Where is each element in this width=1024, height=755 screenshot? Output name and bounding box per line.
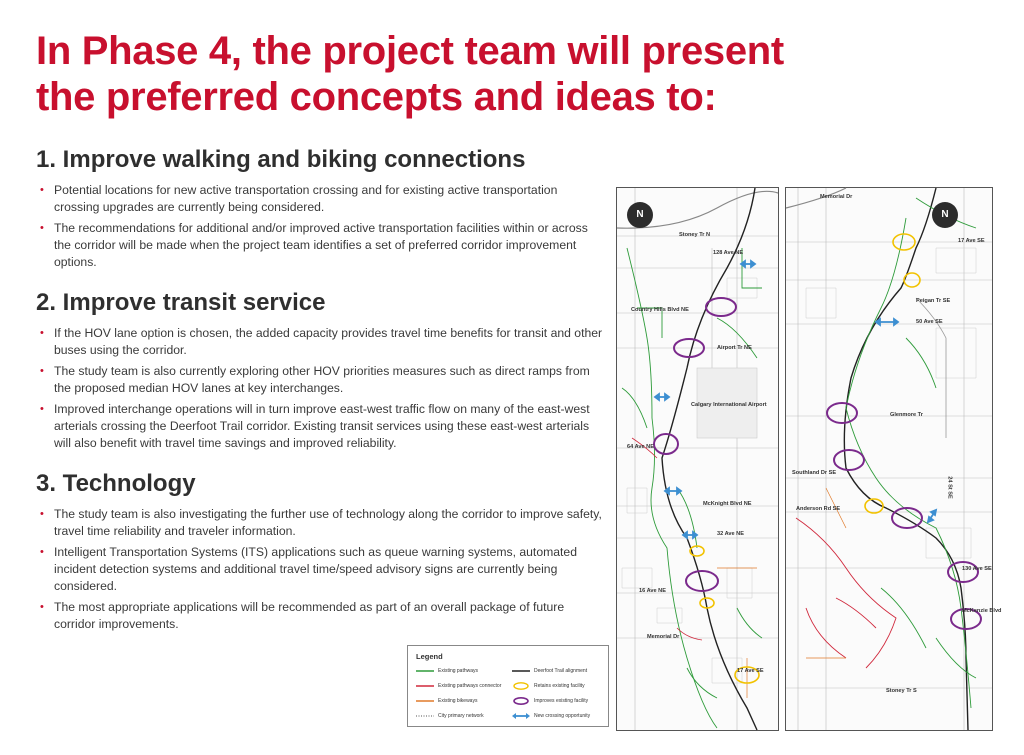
map-label: Peigan Tr SE: [916, 298, 951, 304]
legend-item-existing-pathways: [416, 666, 512, 676]
improve-facility-markers-south: [827, 403, 981, 629]
map-legend: [407, 645, 609, 727]
double-arrow-icon: [512, 712, 530, 720]
map-label: McKnight Blvd NE: [703, 501, 752, 507]
map-label: Memorial Dr: [820, 194, 853, 200]
connector-pathways-south: [796, 518, 896, 668]
bullet-list: [36, 325, 606, 452]
existing-pathways-south: [846, 198, 976, 708]
map-south-graphics: [786, 188, 992, 730]
map-label: 128 Ave NE: [713, 250, 744, 256]
connector-pathways-north: [632, 438, 702, 640]
legend-label: Existing bikeways: [438, 698, 478, 704]
bullet-list: [36, 506, 606, 633]
bullet-item: • Improved interchange operations will in turn improve east-west traffic flow on many of the east-west arterials crossing the Deerfoot Trail corridor. Existing transit services using these east-west arterials will also benefit with travel time savings and improved reliability.: [36, 401, 606, 452]
bullet-item: • The most appropriate applications will be recommended as part of an overall package of future corridor improvements.: [36, 599, 606, 633]
legend-item-new-crossing: [512, 711, 608, 721]
section-walking-biking: [36, 146, 606, 275]
map-south-corridor: [785, 187, 1002, 731]
map-label: Glenmore Tr: [890, 412, 923, 418]
dotted-line-icon: [416, 712, 434, 720]
bullet-list: [36, 182, 606, 271]
section-heading: 2. Improve transit service: [36, 289, 326, 316]
legend-label: Existing pathways: [438, 668, 479, 674]
map-label: Southland Dr SE: [792, 470, 837, 476]
map-label: McKenzie Blvd: [962, 608, 1002, 614]
legend-item-pathways-connector: [416, 681, 512, 691]
map-label: Country Hills Blvd NE: [631, 307, 689, 313]
legend-item-deerfoot-alignment: [512, 666, 608, 676]
section-transit: [36, 289, 606, 456]
retain-facility-markers-south: [865, 234, 920, 513]
title-line-1: In Phase 4, the project team will present: [36, 29, 784, 73]
north-arrow-icon: N: [932, 202, 958, 228]
map-label: 32 Ave NE: [717, 531, 744, 537]
legend-title: Legend: [416, 652, 443, 661]
legend-label: Retains existing facility: [534, 683, 585, 689]
black-line-icon: [512, 667, 530, 675]
map-north-corridor: [616, 187, 779, 731]
yellow-ellipse-icon: [512, 682, 530, 690]
map-label: 16 Ave NE: [639, 588, 666, 594]
bullet-item: • If the HOV lane option is chosen, the added capacity provides travel time benefits for transit and other buses using the corridor.: [36, 325, 606, 359]
bullet-item: • The study team is also investigating the further use of technology along the corridor to improve safety, travel time reliability and traveler information.: [36, 506, 606, 540]
map-label: 130 Ave SE: [962, 566, 992, 572]
map-label: Anderson Rd SE: [796, 506, 841, 512]
map-label: 64 Ave NE: [627, 444, 654, 450]
bullet-item: • The study team is also currently exploring other HOV priorities measures such as direct ramps from the proposed median HOV lanes at key interchanges.: [36, 363, 606, 397]
legend-item-city-primary-network: [416, 711, 512, 721]
title-line-2: the preferred concepts and ideas to:: [36, 75, 717, 119]
bullet-item: • Potential locations for new active transportation crossing and for existing active transportation crossing upgrades are currently being considered.: [36, 182, 606, 216]
map-label: Calgary International Airport: [691, 402, 767, 408]
legend-item-improves-facility: [512, 696, 608, 706]
page-title: [36, 28, 856, 120]
north-arrow-icon: N: [627, 202, 653, 228]
purple-ellipse-icon: [512, 697, 530, 705]
legend-label: Deerfoot Trail alignment: [534, 668, 588, 674]
bullet-item: • The recommendations for additional and/or improved active transportation facilities within or across the corridor will be made when the project team identifies a set of preferred corridor improvement options.: [36, 220, 606, 271]
map-label: 24 St SE: [946, 476, 953, 499]
map-north-graphics: [617, 188, 778, 730]
map-label: Airport Tr NE: [717, 345, 752, 351]
map-label: Memorial Dr: [647, 634, 680, 640]
red-line-icon: [416, 682, 434, 690]
bullet-item: • Intelligent Transportation Systems (ITS) applications such as queue warning systems, automated incident detection systems and additional travel time/speed advisory signs are currently being considered.: [36, 544, 606, 595]
section-heading: 1. Improve walking and biking connections: [36, 146, 526, 173]
map-label: 17 Ave SE: [737, 668, 764, 674]
map-label: Stoney Tr S: [886, 688, 917, 694]
legend-label: City primary network: [438, 713, 484, 719]
orange-line-icon: [416, 697, 434, 705]
deerfoot-alignment-south: [844, 188, 968, 730]
legend-label: Improves existing facility: [534, 698, 589, 704]
map-label: 17 Ave SE: [958, 238, 985, 244]
deerfoot-alignment-north: [662, 188, 757, 730]
legend-label: Existing pathways connector: [438, 683, 502, 689]
legend-label: New crossing opportunity: [534, 713, 591, 719]
new-crossing-arrows-south: [876, 319, 936, 522]
green-line-icon: [416, 667, 434, 675]
legend-item-existing-bikeways: [416, 696, 512, 706]
map-label: 50 Ave SE: [916, 319, 943, 325]
map-label: Stoney Tr N: [679, 232, 711, 238]
section-heading: 3. Technology: [36, 470, 196, 497]
section-technology: [36, 470, 606, 637]
legend-item-retains-facility: [512, 681, 608, 691]
